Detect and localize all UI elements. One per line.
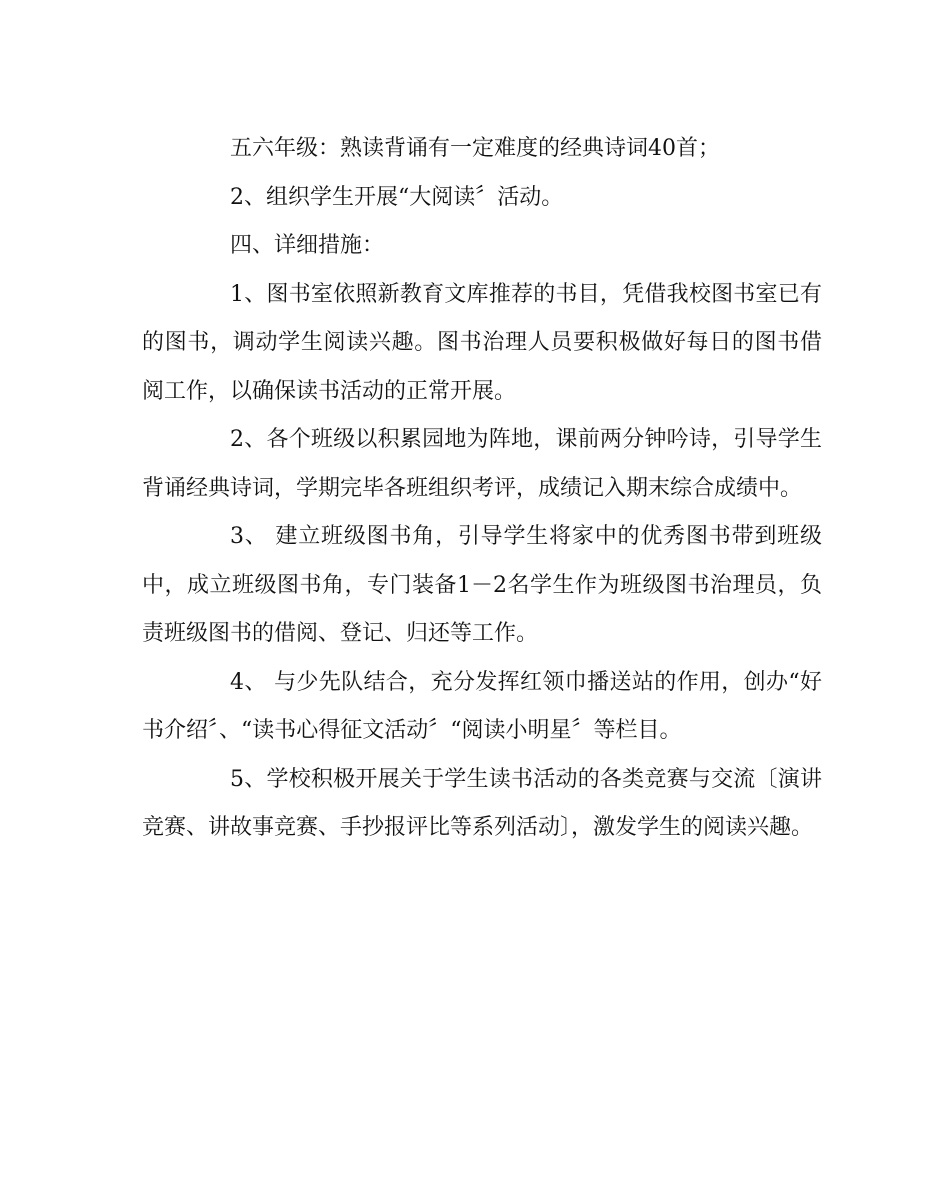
paragraph-measure-2: 2、各个班级以积累园地为阵地，课前两分钟吟诗，引导学生背诵经典诗词，学期完毕各班组织考评，成绩记入期末综合成绩中。 <box>142 427 822 501</box>
paragraph-measure-3: 3、 建立班级图书角，引导学生将家中的优秀图书带到班级中，成立班级图书角，专门装备1－2名学生作为班级图书治理员，负责班级图书的借阅、登记、归还等工作。 <box>142 524 822 646</box>
paragraph-measure-5: 5、学校积极开展关于学生读书活动的各类竞赛与交流〔演讲竞赛、讲故事竞赛、手抄报评比等系列活动〕，激发学生的阅读兴趣。 <box>142 766 822 840</box>
paragraph-measure-4: 4、 与少先队结合，充分发挥红领巾播送站的作用，创办“好书介绍〞、“读书心得征文活动〞“阅读小明星〞等栏目。 <box>142 669 822 743</box>
paragraph-item-2-reading: 2、组织学生开展“大阅读〞活动。 <box>230 184 564 210</box>
paragraph-grade-requirement: 五六年级：熟读背诵有一定难度的经典诗词40首； <box>230 136 720 161</box>
section-heading-measures: 四、详细措施： <box>230 233 385 258</box>
paragraph-measure-1: 1、图书室依照新教育文库推荐的书目，凭借我校图书室已有的图书，调动学生阅读兴趣。图书治理人员要积极做好每日的图书借阅工作，以确保读书活动的正常开展。 <box>142 281 822 404</box>
document-body <box>142 125 822 853</box>
